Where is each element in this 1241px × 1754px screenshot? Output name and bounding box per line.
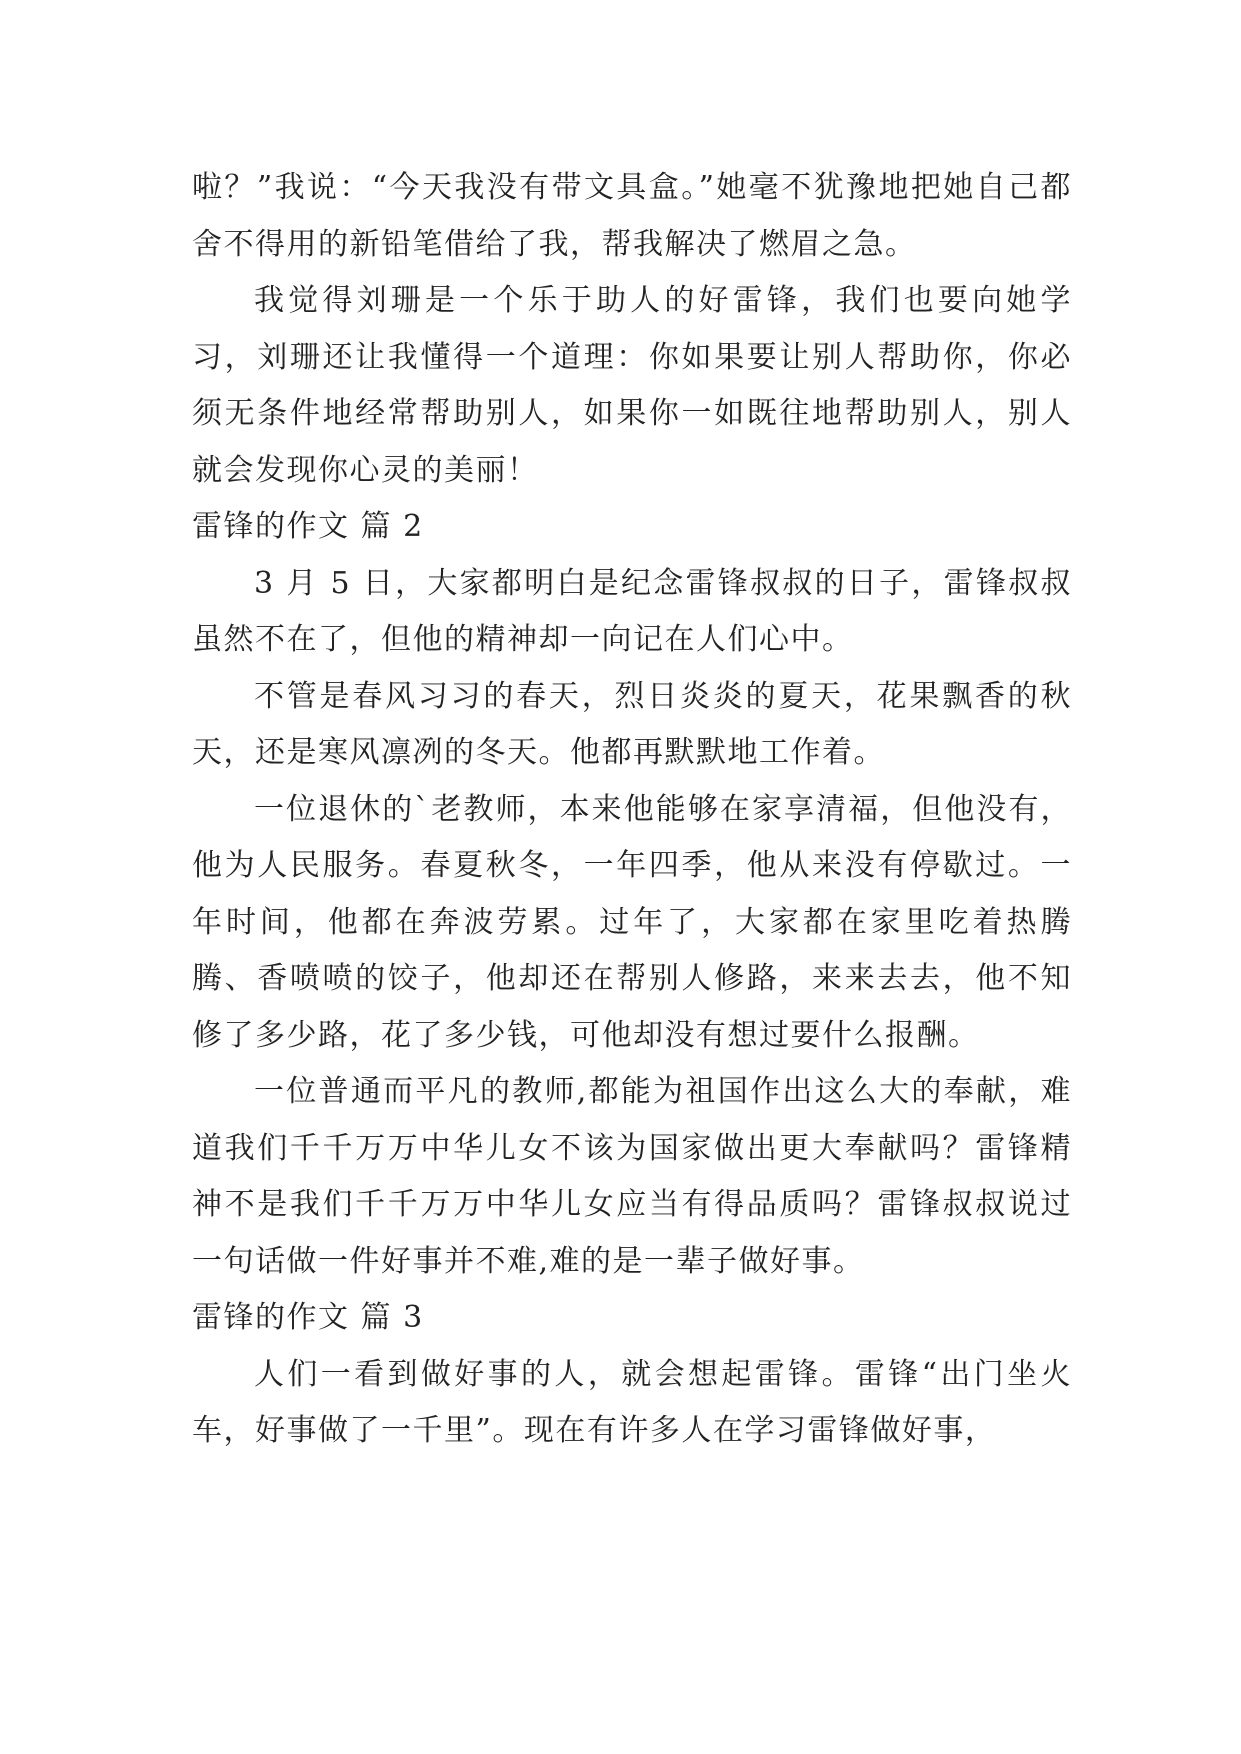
paragraph: 人们一看到做好事的人，就会想起雷锋。雷锋“出门坐火车，好事做了一千里”。现在有许多人在学习雷锋做好事， [192, 1356, 1072, 1448]
section-heading: 雷锋的作文 篇 2 [192, 509, 424, 544]
document-body [192, 160, 1072, 1460]
paragraph: 我觉得刘珊是一个乐于助人的好雷锋，我们也要向她学习，刘珊还让我懂得一个道理：你如果要让别人帮助你，你必须无条件地经常帮助别人，如果你一如既往地帮助别人，别人就会发现你心灵的美丽！ [192, 283, 1072, 488]
paragraph: 一位退休的`老教师，本来他能够在家享清福，但他没有，他为人民服务。春夏秋冬，一年四季，他从来没有停歇过。一年时间，他都在奔波劳累。过年了，大家都在家里吃着热腾腾、香喷喷的饺子，他却还在帮别人修路，来来去去，他不知修了多少路，花了多少钱，可他却没有想过要什么报酬。 [192, 791, 1072, 1053]
paragraph: 不管是春风习习的春天，烈日炎炎的夏天，花果飘香的秋天，还是寒风凛冽的冬天。他都再默默地工作着。 [192, 678, 1072, 770]
section-heading: 雷锋的作文 篇 3 [192, 1300, 424, 1335]
paragraph: 啦？”我说：“今天我没有带文具盒。”她毫不犹豫地把她自己都舍不得用的新铅笔借给了我，帮我解决了燃眉之急。 [192, 170, 1072, 262]
paragraph: 3 月 5 日，大家都明白是纪念雷锋叔叔的日子，雷锋叔叔虽然不在了，但他的精神却一向记在人们心中。 [192, 565, 1072, 657]
paragraph: 一位普通而平凡的教师,都能为祖国作出这么大的奉献，难道我们千千万万中华儿女不该为国家做出更大奉献吗？雷锋精神不是我们千千万万中华儿女应当有得品质吗？雷锋叔叔说过一句话做一件好事并不难,难的是一辈子做好事。 [192, 1074, 1072, 1279]
